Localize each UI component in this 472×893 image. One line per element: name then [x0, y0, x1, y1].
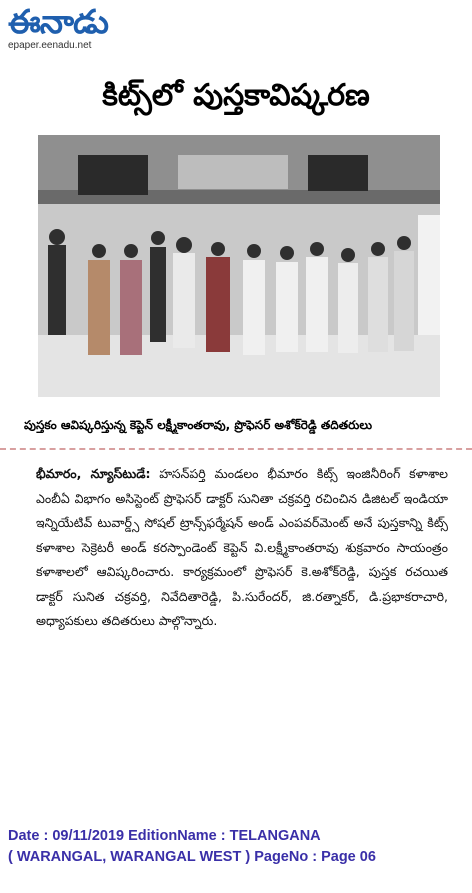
event-photo-illustration	[38, 135, 440, 397]
event-photo	[38, 135, 440, 397]
edition-footer	[8, 826, 468, 868]
dateline: భీమారం, న్యూస్‌టుడే:	[36, 466, 151, 481]
epaper-site-text: epaper.eenadu.net	[8, 40, 92, 51]
article-body-text: హసన్‌పర్తి మండలం భీమారం కిట్స్ ఇంజినీరింగ్ కళాశాల ఎంబీఏ విభాగం అసిస్టెంట్ ప్రొఫెసర్ డాక్టర్ సునితా చక్రవర్తి రచించిన డిజిటల్ ఇండియా ఇన్నియేటివ్ టువార్డ్స్ సోషల్ ట్రాన్స్‌ఫర్మేషన్ అండ్ ఎంపవర్‌మెంట్ అనే పుస్తకాన్ని కిట్స్ కళాశాల సెక్రెటరీ అండ్ కరస్పాండెంట్ కెప్టెన్ వి.లక్ష్మీకాంతరావు శుక్రవారం సాయంత్రం కళాశాలలో ఆవిష్కరించారు. కార్యక్రమంలో ప్రొఫెసర్ కె.అశోక్‌రెడ్డి, పుస్తక రచయిత డాక్టర్ సునిత చక్రవర్తి, నివేదితారెడ్డి, పి.సురేందర్, జి.రత్నాకర్, డి.ప్రభాకరాచారి, అధ్యాపకులు తదితరులు పాల్గొన్నారు.	[36, 466, 448, 628]
footer-date-edition: Date : 09/11/2019 EditionName : TELANGANA	[8, 828, 321, 844]
article-body	[36, 462, 448, 634]
section-divider	[0, 448, 472, 450]
eenadu-logo	[2, 2, 142, 50]
logo-text: ఈనాడు	[8, 2, 108, 41]
footer-page-number: ( WARANGAL, WARANGAL WEST ) PageNo : Page 06	[8, 849, 376, 865]
photo-caption: పుస్తకం ఆవిష్కరిస్తున్న కెప్టెన్ లక్ష్మీకాంతరావు, ప్రొఫెసర్ అశోక్‌రెడ్డి తదితరులు	[24, 418, 372, 432]
headline: కిట్స్‌లో పుస్తకావిష్కరణ	[102, 78, 370, 113]
